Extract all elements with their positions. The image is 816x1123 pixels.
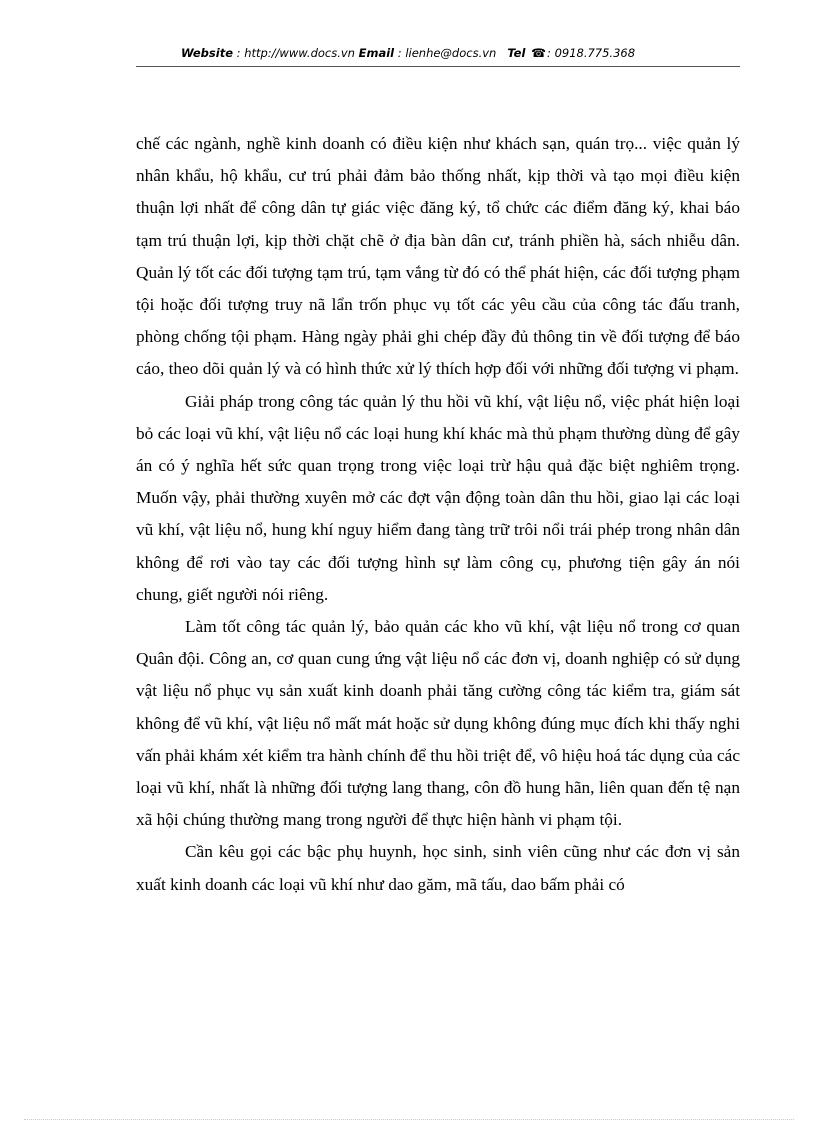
paragraph-continued: chế các ngành, nghề kinh doanh có điều kiện như khách sạn, quán trọ... việc quản lý nhân khẩu, hộ khẩu, cư trú phải đảm bảo thống nhất, kịp thời và tạo mọi điều kiện thuận lợi nhất để công dân tự giác việc đăng ký, tổ chức các điểm đăng ký, khai báo tạm trú thuận lợi, kịp thời chặt chẽ ở địa bàn dân cư, tránh phiền hà, sách nhiễu dân. Quản lý tốt các đối tượng tạm trú, tạm vắng từ đó có thể phát hiện, các đối tượng phạm tội hoặc đối tượng truy nã lẩn trốn phục vụ tốt các yêu cầu của công tác đấu tranh, phòng chống tội phạm. Hàng ngày phải ghi chép đầy đủ thông tin về đối tượng để báo cáo, theo dõi quản lý và có hình thức xử lý thích hợp đối với những đối tượng vi phạm. xyxy=(136,134,740,379)
paragraph-warehouse-management: Làm tốt công tác quản lý, bảo quản các kho vũ khí, vật liệu nổ trong cơ quan Quân đội. Công an, cơ quan cung ứng vật liệu nổ các đơn vị, doanh nghiệp có sử dụng vật liệu nổ phục vụ sản xuất kinh doanh phải tăng cường công tác kiểm tra, giám sát không để vũ khí, vật liệu nổ mất mát hoặc sử dụng không đúng mục đích khi thấy nghi vấn phải khám xét kiểm tra hành chính để thu hồi triệt để, vô hiệu hoá tác dụng của các loại vũ khí, nhất là những đối tượng lang thang, côn đồ hung hãn, liên quan đến tệ nạn xã hội chúng thường mang trong người để thực hiện hành vi phạm tội. xyxy=(136,617,740,830)
website-separator: : xyxy=(233,46,245,60)
email-separator: : xyxy=(394,46,406,60)
header-divider xyxy=(136,66,740,67)
paragraph-parents-call: Cần kêu gọi các bậc phụ huynh, học sinh, sinh viên cũng như các đơn vị sản xuất kinh doanh các loại vũ khí như dao găm, mã tấu, dao bấm phải có xyxy=(136,842,740,894)
email-label: Email xyxy=(358,46,395,60)
tel-number: 0918.775.368 xyxy=(554,46,636,60)
email-address[interactable]: lienhe@docs.vn xyxy=(405,46,497,60)
page-bottom-border xyxy=(24,1119,794,1120)
website-label: Website xyxy=(180,46,234,60)
tel-separator: : xyxy=(547,46,555,60)
tel-label: Tel xyxy=(507,46,526,60)
paragraph-weapons-recovery: Giải pháp trong công tác quản lý thu hồi vũ khí, vật liệu nổ, việc phát hiện loại bỏ các loại vũ khí, vật liệu nổ các loại hung khí khác mà thủ phạm thường dùng để gây án có ý nghĩa hết sức quan trọng trong việc loại trừ hậu quả đặc biệt nghiêm trọng. Muốn vậy, phải thường xuyên mở các đợt vận động toàn dân thu hồi, giao lại các loại vũ khí, vật liệu nổ, hung khí nguy hiểm đang tàng trữ trôi nổi trái phép trong nhân dân không để rơi vào tay các đối tượng hình sự làm công cụ, phương tiện gây án nói chung, giết người nói riêng. xyxy=(136,391,740,604)
document-body xyxy=(136,128,740,901)
page-header xyxy=(0,46,816,60)
website-url[interactable]: http://www.docs.vn xyxy=(244,46,355,60)
telephone-icon: ☎ xyxy=(531,46,547,60)
